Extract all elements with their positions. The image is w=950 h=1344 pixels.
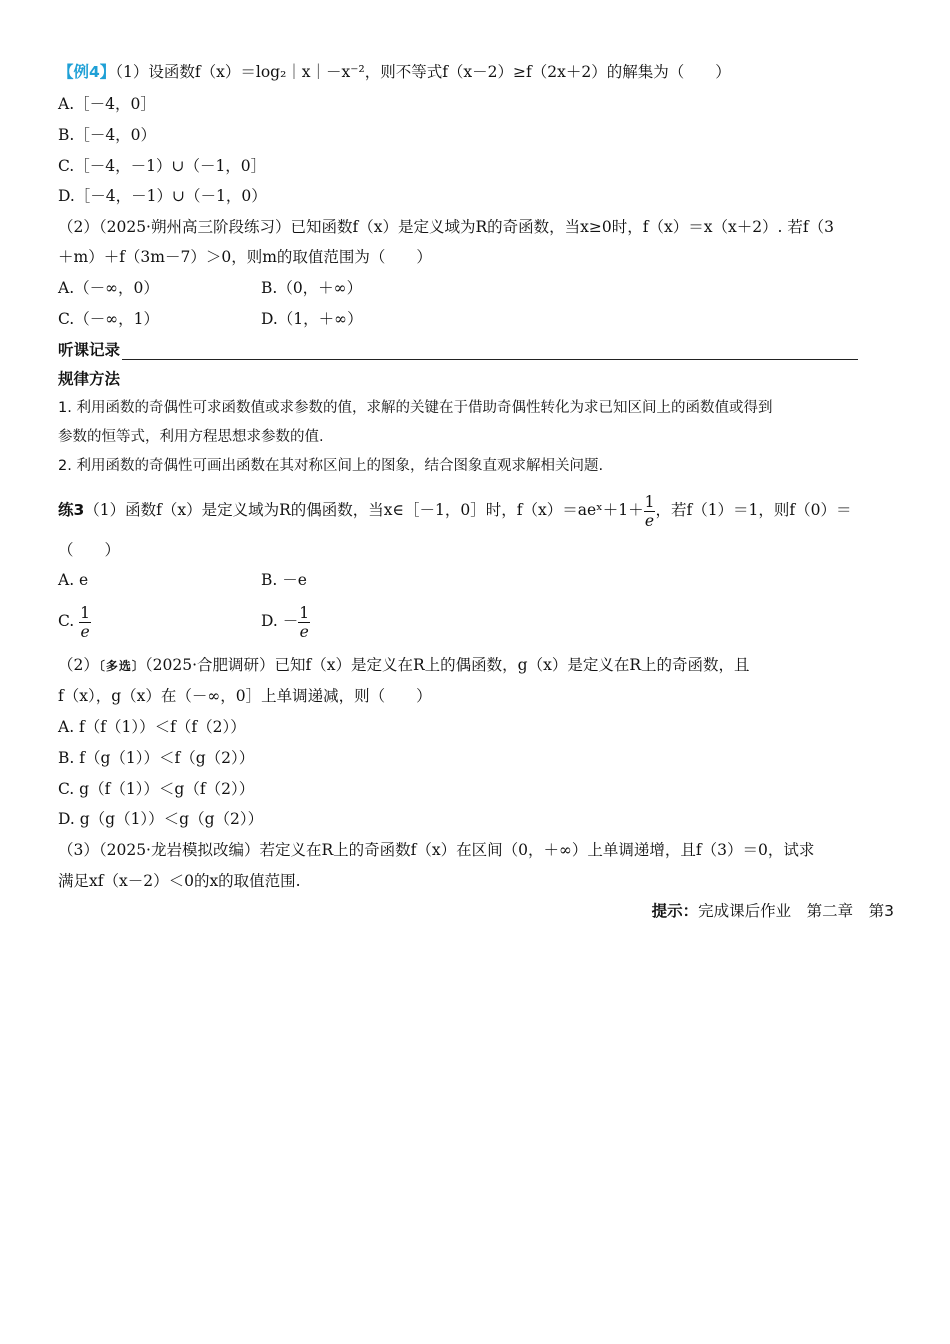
example4-q2-option-c: C.（－∞，1）: [58, 310, 160, 328]
practice3-q1-head: （1）函数f（x）是定义域为R的偶函数，当x∈［－1，0］时，f（x）＝aeˣ＋1＋: [84, 501, 644, 519]
practice3-tag: 练3: [58, 501, 85, 519]
example4-q1-text: （1）设函数f（x）＝log₂｜x｜－x⁻²，则不等式f（x－2）≥f（2x＋2）的解集为（ ）: [115, 63, 731, 81]
practice3-q2-option-a: A. f（f（1））＜f（f（2））: [58, 718, 246, 736]
example4-q2-option-d: D.（1，＋∞）: [261, 310, 363, 328]
practice3-q1-option-d: [261, 600, 310, 642]
practice3-q1-tail: ，若f（1）＝1，则f（0）＝: [655, 501, 852, 519]
practice3-q1: [58, 492, 894, 530]
example4-q1-option-d: D.［－4，－1）∪（－1，0）: [58, 187, 267, 205]
fraction-denominator: e: [299, 622, 309, 641]
fraction-numerator: 1: [644, 492, 655, 511]
fraction-numerator: 1: [299, 603, 310, 622]
option-d-fraction: [298, 604, 310, 641]
fraction-denominator: e: [644, 511, 655, 530]
notes-underline: [122, 358, 858, 360]
example4-q2-option-b: B.（0，＋∞）: [261, 279, 363, 297]
method-title: 规律方法: [58, 370, 121, 388]
practice3-q3-line1: （3）（2025·龙岩模拟改编）若定义在R上的奇函数f（x）在区间（0，＋∞）上单调递增，且f（3）＝0，试求: [58, 841, 815, 859]
practice3-q1-fraction: [644, 493, 656, 530]
example4-q2-options-row1: [58, 278, 894, 298]
hint-row: [652, 901, 894, 921]
example4-q1-option-b: B.［－4，0）: [58, 126, 157, 144]
example4-q2-line2: ＋m）＋f（3m－7）＞0，则m的取值范围为（ ）: [58, 248, 432, 266]
option-c-label: C.: [58, 612, 75, 630]
method-p1-line2: 参数的恒等式，利用方程思想求参数的值.: [58, 429, 324, 445]
method-p1-line1: 1. 利用函数的奇偶性可求函数值或求参数的值，求解的关键在于借助奇偶性转化为求已知区间上的函数值或得到: [58, 400, 773, 416]
practice3-q2-line1: [58, 655, 894, 676]
practice3-q2-option-d: D. g（g（1））＜g（g（2））: [58, 810, 264, 828]
option-c-fraction: [79, 604, 91, 641]
notes-label: 听课记录: [58, 341, 121, 359]
example4-q2-options-row2: [58, 309, 894, 329]
hint-label: 提示：: [651, 902, 699, 920]
hint-text: 完成课后作业 第二章 第3: [698, 902, 894, 920]
example4-q1-option-c: C.［－4，－1）∪（－1，0］: [58, 157, 267, 175]
practice3-q2-prefix: （2）: [58, 656, 99, 674]
fraction-numerator: 1: [80, 603, 91, 622]
practice3-q1-option-a: A. e: [58, 571, 89, 589]
practice3-q2-line2: f（x），g（x）在（－∞，0］上单调递减，则（ ）: [58, 687, 432, 705]
multi-select-badge: 〔多选〕: [98, 659, 145, 673]
method-p2: 2. 利用函数的奇偶性可画出函数在其对称区间上的图象，结合图象直观求解相关问题.: [58, 458, 604, 474]
practice3-q1-option-c: [58, 603, 91, 641]
practice3-q2-option-b: B. f（g（1））＜f（g（2））: [58, 749, 255, 767]
example4-q2-option-a: A.（－∞，0）: [58, 279, 159, 297]
practice3-q1-paren: （ ）: [58, 541, 121, 559]
practice3-q1-options-row2: [58, 600, 894, 642]
practice3-q2-text: （2025·合肥调研）已知f（x）是定义在R上的偶函数，g（x）是定义在R上的奇函数，且: [144, 656, 750, 674]
practice3-q1-option-b: B. －e: [261, 571, 307, 589]
practice3-q2-option-c: C. g（f（1））＜g（f（2））: [58, 780, 255, 798]
example4-q2-line1: （2）（2025·朔州高三阶段练习）已知函数f（x）是定义域为R的奇函数，当x≥0时，f（x）＝x（x＋2）. 若f（3: [58, 218, 835, 236]
example4-q1: [58, 62, 894, 82]
fraction-denominator: e: [80, 622, 90, 641]
practice3-q3-line2: 满足xf（x－2）＜0的x的取值范围.: [58, 872, 301, 890]
notes-row: [58, 340, 894, 360]
option-d-label: D. －: [261, 612, 299, 630]
example4-tag: 【例4】: [58, 63, 116, 81]
example4-q1-option-a: A.［－4，0］: [58, 95, 156, 113]
practice3-q1-options-row1: [58, 570, 894, 590]
